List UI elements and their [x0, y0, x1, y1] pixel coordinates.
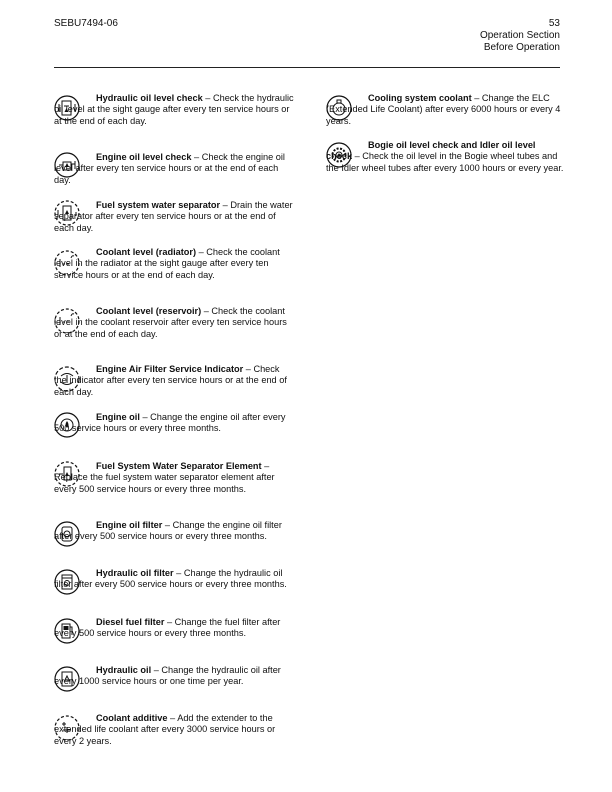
subsection-title: Before Operation [483, 42, 560, 53]
entry-cooling-system-coolant: Cooling system coolant – Change the ELC (Extended Life Coolant) after every 6000 hours or every 4 years. [326, 93, 561, 126]
entry-engine-air-filter-service-indicator: Engine Air Filter Service Indicator – Check the indicator after every ten service hours or at the end of each day. [54, 364, 287, 397]
entry-coolant-level-radiator: Coolant level (radiator) – Check the coolant level in the radiator at the sight gauge after every ten service hours or at the end of each day. [54, 247, 280, 280]
entry-fuel-system-water-separator: Fuel system water separator – Drain the water separator after every ten service hours or at the end of each day. [54, 200, 293, 233]
header-rule [54, 67, 560, 68]
entry-engine-oil: Engine oil – Change the engine oil after every 500 service hours or every three months. [54, 412, 286, 434]
section-title: Operation Section [479, 30, 560, 41]
entry-engine-oil-level-check: Engine oil level check – Check the engine oil level after every ten service hours or at the end of each day. [54, 152, 285, 185]
entry-coolant-level-reservoir: Coolant level (reservoir) – Check the coolant level in the coolant reservoir after every ten service hours or at the end of each day. [54, 306, 287, 339]
entry-bogie-idler-oil-level-check: Bogie oil level check and Idler oil level check – Check the oil level in the Bogie wheel tubes and the Idler wheel tubes after every 1000 hours or every year. [326, 140, 564, 173]
entry-fuel-system-water-separator-element: Fuel System Water Separator Element – Replace the fuel system water separator element after every 500 service hours or every three months. [54, 461, 275, 494]
entry-diesel-fuel-filter: Diesel fuel filter – Change the fuel filter after every 500 service hours or every three months. [54, 617, 281, 639]
entry-engine-oil-filter: Engine oil filter – Change the engine oil filter after every 500 service hours or every three months. [54, 520, 282, 542]
document-id: SEBU7494-06 [54, 18, 118, 29]
entry-hydraulic-oil-level-check: Hydraulic oil level check – Check the hydraulic oil level at the sight gauge after every ten service hours or at the end of each day. [54, 93, 294, 126]
entry-hydraulic-oil: Hydraulic oil – Change the hydraulic oil after every 1000 service hours or one time per year. [54, 665, 281, 687]
page-number: 53 [548, 18, 560, 29]
entry-hydraulic-oil-filter: Hydraulic oil filter – Change the hydraulic oil filter after every 500 service hours or every three months. [54, 568, 287, 590]
page-info [480, 18, 560, 54]
entry-coolant-additive: Coolant additive – Add the extender to the extended life coolant after every 3000 service hours or every 2 years. [54, 713, 276, 746]
